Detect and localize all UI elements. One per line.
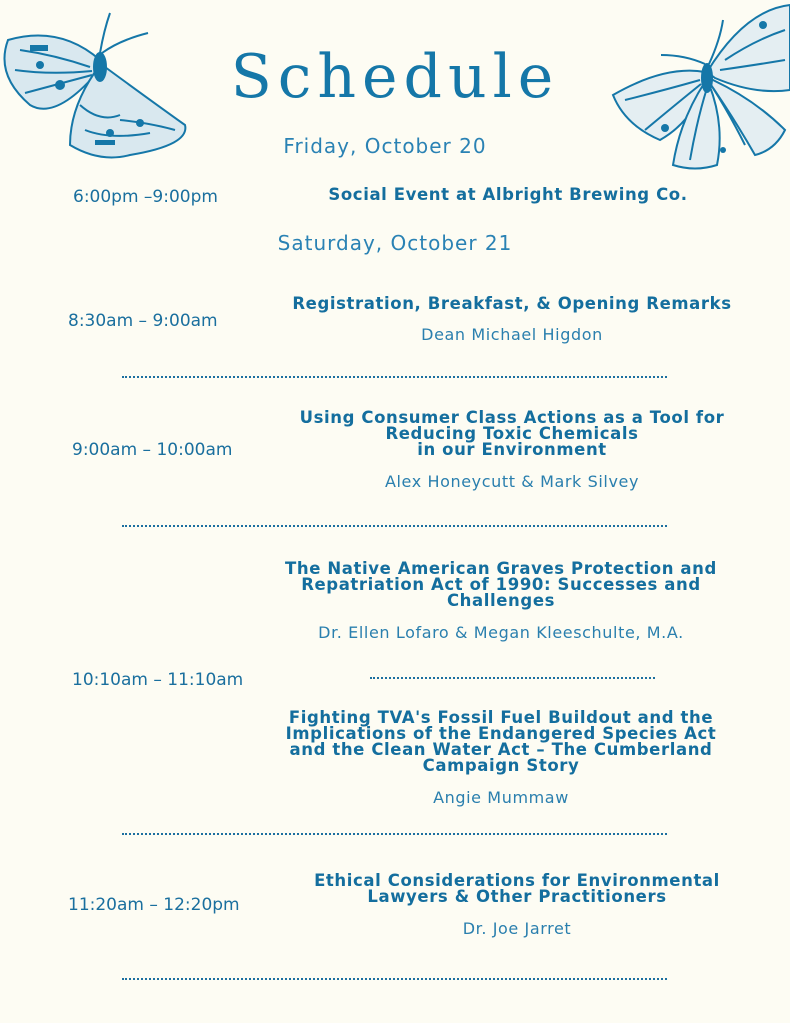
day-heading-friday: Friday, October 20 bbox=[283, 134, 487, 158]
session-block bbox=[262, 873, 772, 938]
session-title: The Native American Graves Protection and Repatriation Act of 1990: Successes and Challenges bbox=[285, 559, 717, 610]
slot-time: 11:20am – 12:20pm bbox=[68, 895, 240, 915]
session-speaker: Dr. Ellen Lofaro & Megan Kleeschulte, M.A. bbox=[318, 623, 684, 642]
divider bbox=[122, 525, 667, 527]
slot-time: 10:10am – 11:10am bbox=[72, 670, 244, 690]
session-speaker: Dr. Joe Jarret bbox=[462, 919, 572, 938]
session-title: Social Event at Albright Brewing Co. bbox=[328, 185, 688, 204]
session-title: Using Consumer Class Actions as a Tool for Reducing Toxic Chemicals in our Environment bbox=[299, 408, 725, 459]
session-speaker: Angie Mummaw bbox=[433, 788, 569, 807]
slot-time: 8:30am – 9:00am bbox=[68, 311, 218, 331]
day-heading-saturday: Saturday, October 21 bbox=[277, 231, 513, 255]
divider bbox=[122, 376, 667, 378]
session-title: Registration, Breakfast, & Opening Remarks bbox=[292, 294, 732, 313]
divider bbox=[370, 677, 655, 679]
session-title: Fighting TVA's Fossil Fuel Buildout and the Implications of the Endangered Species Act and the Clean Water Act – The Cumberland Campaign Story bbox=[285, 708, 717, 775]
session-block bbox=[262, 410, 762, 491]
slot-time: 6:00pm –9:00pm bbox=[73, 187, 218, 207]
session-speaker: Alex Honeycutt & Mark Silvey bbox=[384, 472, 640, 491]
session-title: Ethical Considerations for Environmental Lawyers & Other Practitioners bbox=[314, 871, 720, 906]
page-title: Schedule bbox=[230, 42, 560, 112]
divider bbox=[122, 833, 667, 835]
session-block bbox=[258, 187, 758, 203]
session-block bbox=[246, 710, 756, 807]
slot-time: 9:00am – 10:00am bbox=[72, 440, 233, 460]
session-block bbox=[262, 296, 762, 344]
session-block bbox=[246, 561, 756, 642]
divider bbox=[122, 978, 667, 980]
session-speaker: Dean Michael Higdon bbox=[421, 325, 603, 344]
